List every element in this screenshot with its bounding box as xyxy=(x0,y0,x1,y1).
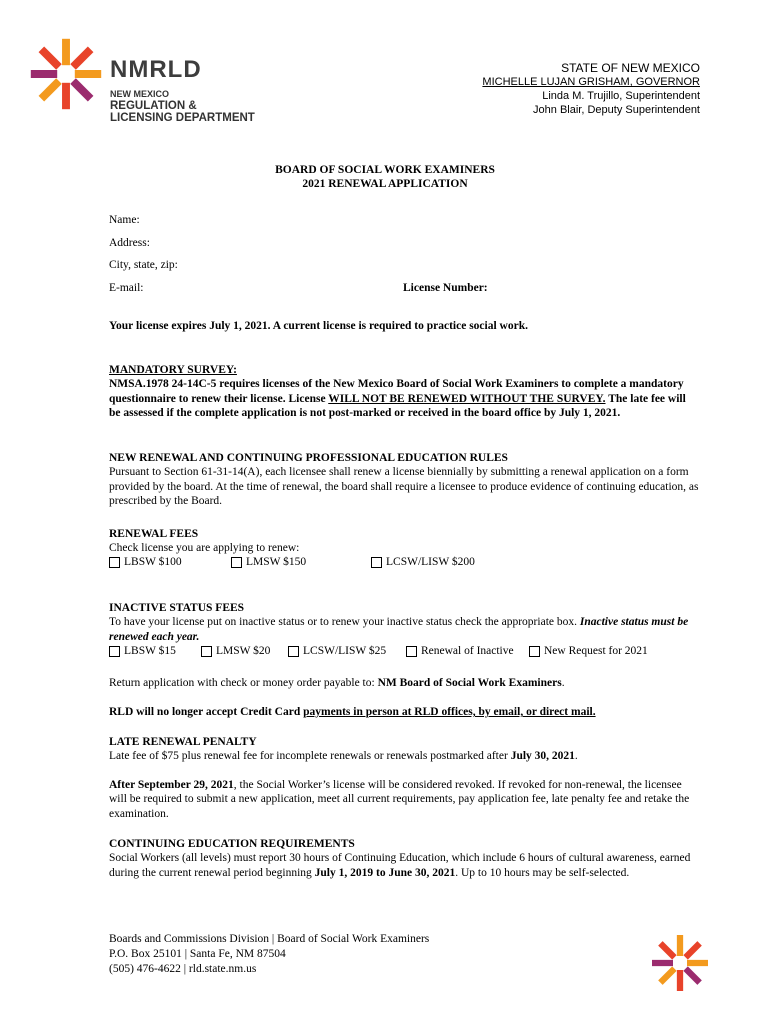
checkbox-label: LMSW $20 xyxy=(216,645,271,657)
inactive-fees-text: To have your license put on inactive status or to renew your inactive status check the appropriate box. xyxy=(109,616,580,629)
dept-line-2: REGULATION & xyxy=(110,100,197,112)
dept-line-3: LICENSING DEPARTMENT xyxy=(110,112,255,124)
checkbox-box[interactable] xyxy=(109,557,120,568)
expiry-notice: Your license expires July 1, 2021. A current license is required to practice social work. xyxy=(109,320,528,332)
governor-name: MICHELLE LUJAN GRISHAM, GOVERNOR xyxy=(482,76,700,88)
dept-line-1: NEW MEXICO xyxy=(110,89,170,99)
nmrld-footer-logo-icon xyxy=(645,928,715,998)
survey-text-b: The late fee will be assessed if the complete application is not post-marked or received in the board office by July 1, 2021. xyxy=(109,392,686,420)
checkbox-label: LBSW $15 xyxy=(124,645,176,657)
deputy-name: John Blair, Deputy Superintendent xyxy=(533,104,700,116)
credit-text-underlined: payments in person at RLD offices, by email, or direct mail. xyxy=(303,706,596,718)
checkbox-lcsw-lisw-25[interactable] xyxy=(288,645,386,657)
return-text: Return application with check or money order payable to: xyxy=(109,677,378,689)
state-name: STATE OF NEW MEXICO xyxy=(561,61,700,75)
address-field-label: Address: xyxy=(109,237,150,249)
revocation-date: After September 29, 2021 xyxy=(109,779,234,791)
checkbox-box[interactable] xyxy=(288,646,299,657)
renewal-fees-heading: RENEWAL FEES xyxy=(109,528,199,540)
footer-line-3: (505) 476-4622 | rld.state.nm.us xyxy=(109,963,257,975)
checkbox-renewal-of-inactive[interactable] xyxy=(406,645,514,657)
late-penalty-date: July 30, 2021 xyxy=(510,750,575,763)
checkbox-box[interactable] xyxy=(406,646,417,657)
state-officials xyxy=(482,61,700,117)
return-text-end: . xyxy=(561,677,565,689)
survey-heading: MANDATORY SURVEY: xyxy=(109,364,237,376)
checkbox-box[interactable] xyxy=(371,557,382,568)
return-instructions xyxy=(109,676,699,690)
checkbox-lmsw-20[interactable] xyxy=(201,645,270,657)
inactive-fees-emphasis: Inactive status must be renewed each year. xyxy=(109,616,689,643)
footer-line-2: P.O. Box 25101 | Santa Fe, NM 87504 xyxy=(109,948,286,960)
title-line-2: 2021 RENEWAL APPLICATION xyxy=(302,178,468,190)
revocation-text: , the Social Worker’s license will be considered revoked. If revoked for non-renewal, the licensee will be required to submit a new application, meet all current requirements, pay application fee, late penalty fee and retake the examination. xyxy=(109,779,690,820)
ce-section xyxy=(109,837,699,880)
renewal-fees-instruction: Check license you are applying to renew: xyxy=(109,542,300,555)
name-field-label: Name: xyxy=(109,214,140,226)
inactive-fees-heading: INACTIVE STATUS FEES xyxy=(109,602,245,614)
checkbox-label: LCSW/LISW $25 xyxy=(303,645,387,657)
survey-text-a: NMSA.1978 24-14C-5 requires licenses of the New Mexico Board of Social Work Examiners to complete a mandatory questionnaire to renew their license. License xyxy=(109,378,684,405)
renewal-fees-section xyxy=(109,527,699,556)
checkbox-lmsw-150[interactable] xyxy=(231,556,306,568)
city-field-label: City, state, zip: xyxy=(109,259,178,271)
checkbox-box[interactable] xyxy=(109,646,120,657)
checkbox-lbsw-100[interactable] xyxy=(109,556,182,568)
survey-section xyxy=(109,363,699,421)
inactive-fee-options xyxy=(109,645,709,661)
checkbox-label: LMSW $150 xyxy=(246,556,307,568)
checkbox-lbsw-15[interactable] xyxy=(109,645,176,657)
checkbox-label: LCSW/LISW $200 xyxy=(386,556,475,568)
checkbox-box[interactable] xyxy=(529,646,540,657)
ce-heading: CONTINUING EDUCATION REQUIREMENTS xyxy=(109,838,355,850)
checkbox-label: Renewal of Inactive xyxy=(421,645,514,657)
ce-period: July 1, 2019 to June 30, 2021 xyxy=(314,866,456,879)
footer-contact xyxy=(109,932,429,977)
credit-card-notice xyxy=(109,705,699,719)
rules-heading: NEW RENEWAL AND CONTINUING PROFESSIONAL EDUCATION RULES xyxy=(109,452,508,464)
late-penalty-text: Late fee of $75 plus renewal fee for incomplete renewals or renewals postmarked after xyxy=(109,750,511,763)
checkbox-label: New Request for 2021 xyxy=(544,645,648,657)
payee-name: NM Board of Social Work Examiners xyxy=(377,677,562,689)
inactive-fees-section xyxy=(109,601,699,644)
late-penalty-heading: LATE RENEWAL PENALTY xyxy=(109,736,257,748)
email-field-label: E-mail: xyxy=(109,282,144,294)
page-title xyxy=(0,163,770,191)
superintendent-name: Linda M. Trujillo, Superintendent xyxy=(542,90,700,102)
ce-text-end: . Up to 10 hours may be self-selected. xyxy=(455,866,630,879)
revocation-notice xyxy=(109,778,699,821)
late-penalty-text-end: . xyxy=(574,750,578,763)
renewal-fee-options xyxy=(109,556,709,572)
ce-text: Social Workers (all levels) must report 30 hours of Continuing Education, which include 6 hours of cultural awareness, earned during the current renewal period beginning xyxy=(109,852,691,879)
title-line-1: BOARD OF SOCIAL WORK EXAMINERS xyxy=(275,164,495,176)
rules-section xyxy=(109,451,699,509)
checkbox-box[interactable] xyxy=(231,557,242,568)
department-name xyxy=(110,88,255,124)
license-number-label: License Number: xyxy=(403,282,488,294)
checkbox-lcsw-lisw-200[interactable] xyxy=(371,556,475,568)
credit-text: RLD will no longer accept Credit Card xyxy=(109,706,304,718)
checkbox-new-request-2021[interactable] xyxy=(529,645,648,657)
rules-text: Pursuant to Section 61-31-14(A), each licensee shall renew a license biennially by submitting a renewal application on a form provided by the board. At the time of renewal, the board shall require a licensee to produce evidence of continuing education, as prescribed by the Board. xyxy=(109,466,699,508)
nmrld-logo-icon xyxy=(22,30,110,118)
late-penalty-section xyxy=(109,735,699,764)
brand-name: NMRLD xyxy=(110,56,202,83)
footer-line-1: Boards and Commissions Division | Board of Social Work Examiners xyxy=(109,933,430,945)
survey-text-underlined: WILL NOT BE RENEWED WITHOUT THE SURVEY. xyxy=(328,392,606,405)
checkbox-box[interactable] xyxy=(201,646,212,657)
checkbox-label: LBSW $100 xyxy=(124,556,182,568)
